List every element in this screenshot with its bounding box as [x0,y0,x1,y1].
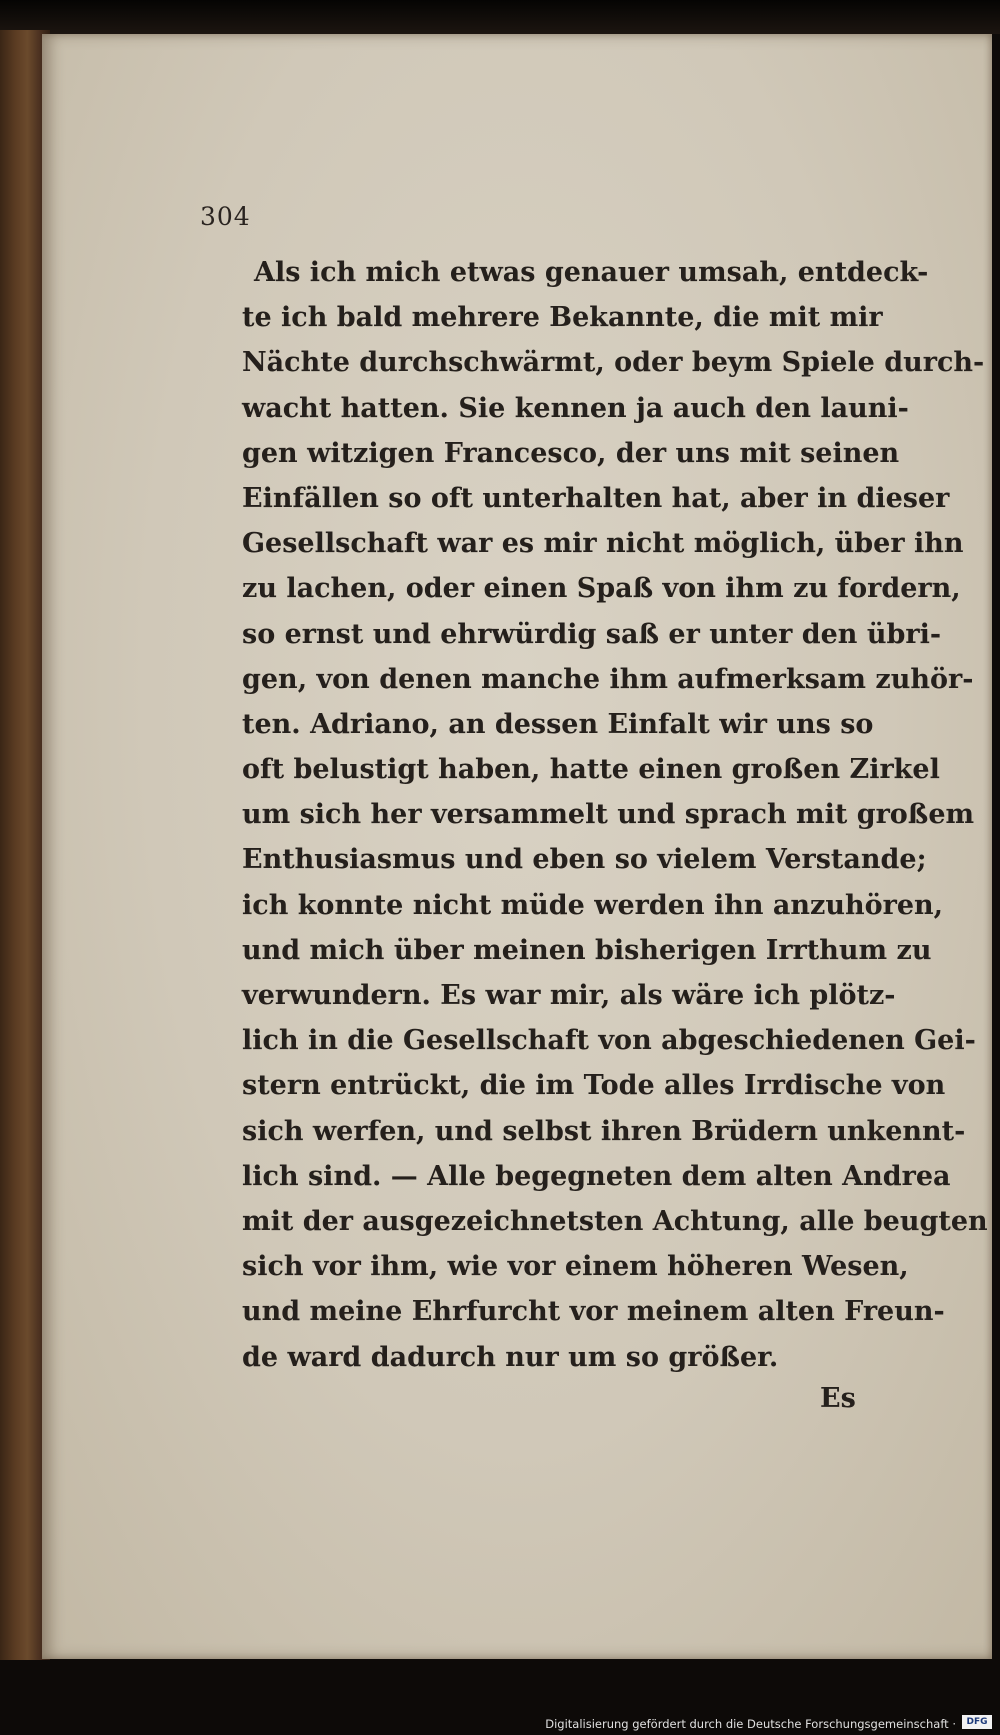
digitization-credit: Digitalisierung gefördert durch die Deutsche Forschungsgemeinschaft · [545,1717,956,1731]
text-line: verwundern. Es war mir, als wäre ich plötz- [242,980,896,1011]
text-line: Enthusiasmus und eben so vielem Verstande; [242,844,927,876]
text-line: gen, von denen manche ihm aufmerksam zuhör- [242,663,974,695]
text-line: wacht hatten. Sie kennen ja auch den launi- [242,392,909,424]
text-line: sich werfen, und selbst ihren Brüdern unkennt- [242,1115,966,1147]
text-line: oft belustigt haben, hatte einen großen Zirkel [242,754,940,786]
text-line: um sich her versammelt und sprach mit großem [242,799,975,831]
text-line: zu lachen, oder einen Spaß von ihm zu fordern, [242,573,961,605]
text-line: und meine Ehrfurcht vor meinem alten Freun- [242,1296,945,1328]
text-line: Nächte durchschwärmt, oder beym Spiele durch- [242,347,985,379]
text-line: ten. Adriano, an dessen Einfalt wir uns so [242,708,874,740]
text-line: gen witzigen Francesco, der uns mit seinen [242,437,900,469]
text-line: ich konnte nicht müde werden ihn anzuhören, [242,889,944,921]
text-line: so ernst und ehrwürdig saß er unter den übri- [242,618,942,650]
scan-top-border [0,0,1000,34]
text-line: Als ich mich etwas genauer umsah, entdeck- [254,257,929,288]
text-line: te ich bald mehrere Bekannte, die mit mir [242,302,883,334]
text-line: lich in die Gesellschaft von abgeschiedenen Gei- [242,1025,976,1057]
text-line: und mich über meinen bisherigen Irrthum zu [242,934,932,966]
text-line: stern entrückt, die im Tode alles Irrdische von [242,1070,946,1102]
text-line: Einfällen so oft unterhalten hat, aber in dieser [242,482,950,514]
dfg-logo: DFG [962,1715,992,1729]
text-line: mit der ausgezeichnetsten Achtung, alle beugten [242,1205,988,1237]
catchword: Es [820,1383,856,1414]
page-number: 304 [200,202,251,231]
body-text [242,250,988,1380]
text-line: lich sind. — Alle begegneten dem alten Andrea [242,1160,951,1192]
text-line: de ward dadurch nur um so größer. [242,1341,779,1373]
text-line: sich vor ihm, wie vor einem höheren Wesen, [242,1251,909,1283]
text-line: Gesellschaft war es mir nicht möglich, über ihn [242,528,964,560]
